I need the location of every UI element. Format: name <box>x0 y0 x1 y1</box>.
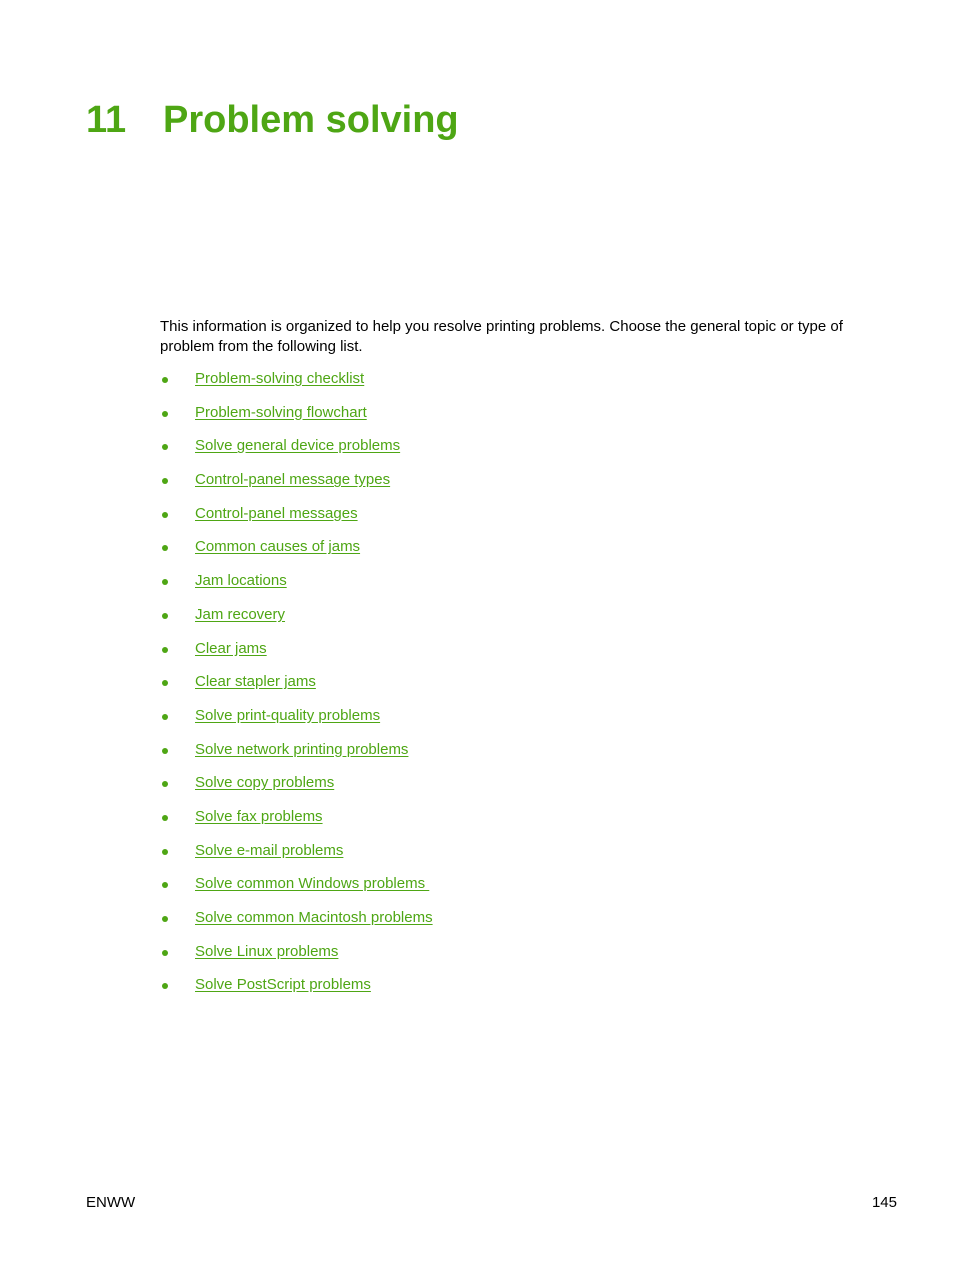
list-item <box>160 369 860 403</box>
topic-link-postscript-problems[interactable]: Solve PostScript problems <box>195 976 371 994</box>
bullet-icon <box>162 647 168 653</box>
topic-link-network-printing-problems[interactable]: Solve network printing problems <box>195 740 409 758</box>
bullet-icon <box>162 748 168 754</box>
list-item <box>160 639 860 673</box>
list-item <box>160 908 860 942</box>
topic-link-email-problems[interactable]: Solve e-mail problems <box>195 841 344 859</box>
footer-label: ENWW <box>86 1194 136 1211</box>
page-number: 145 <box>871 1194 897 1211</box>
chapter-heading <box>86 96 459 144</box>
list-item <box>160 436 860 470</box>
bullet-icon <box>162 882 168 888</box>
topic-list <box>160 369 860 1009</box>
topic-link-windows-problems[interactable]: Solve common Windows problems <box>195 875 430 893</box>
topic-link-print-quality-problems[interactable]: Solve print-quality problems <box>195 706 381 724</box>
topic-link-control-panel-messages[interactable]: Control-panel messages <box>195 504 358 522</box>
list-item <box>160 605 860 639</box>
bullet-icon <box>162 411 168 417</box>
list-item <box>160 706 860 740</box>
topic-link-copy-problems[interactable]: Solve copy problems <box>195 774 335 792</box>
list-item <box>160 504 860 538</box>
topic-link-jam-locations[interactable]: Jam locations <box>195 572 287 590</box>
topic-link-general-device-problems[interactable]: Solve general device problems <box>195 437 401 455</box>
topic-link-problem-solving-flowchart[interactable]: Problem-solving flowchart <box>195 403 367 421</box>
bullet-icon <box>162 579 168 585</box>
topic-link-clear-jams[interactable]: Clear jams <box>195 639 267 657</box>
list-item <box>160 403 860 437</box>
list-item <box>160 807 860 841</box>
list-item <box>160 672 860 706</box>
topic-link-jam-recovery[interactable]: Jam recovery <box>195 605 286 623</box>
bullet-icon <box>162 714 168 720</box>
list-item <box>160 740 860 774</box>
topic-link-problem-solving-checklist[interactable]: Problem-solving checklist <box>195 370 365 387</box>
bullet-icon <box>162 815 168 821</box>
list-item <box>160 773 860 807</box>
bullet-icon <box>162 444 168 450</box>
list-item <box>160 537 860 571</box>
bullet-icon <box>162 377 168 383</box>
list-item <box>160 571 860 605</box>
bullet-icon <box>162 781 168 787</box>
bullet-icon <box>162 613 168 619</box>
bullet-icon <box>162 545 168 551</box>
topic-link-macintosh-problems[interactable]: Solve common Macintosh problems <box>195 909 433 926</box>
topic-link-control-panel-message-types[interactable]: Control-panel message types <box>195 471 391 489</box>
topic-link-common-causes-of-jams[interactable]: Common causes of jams <box>195 538 361 556</box>
list-item <box>160 470 860 504</box>
bullet-icon <box>162 916 168 922</box>
list-item <box>160 841 860 875</box>
bullet-icon <box>162 512 168 518</box>
list-item <box>160 942 860 976</box>
chapter-number: 11 <box>86 99 127 141</box>
list-item <box>160 975 860 1009</box>
bullet-icon <box>162 983 168 989</box>
chapter-title: Problem solving <box>163 99 459 141</box>
topic-link-clear-stapler-jams[interactable]: Clear stapler jams <box>195 673 316 691</box>
bullet-icon <box>162 478 168 484</box>
bullet-icon <box>162 849 168 855</box>
bullet-icon <box>162 950 168 956</box>
intro-paragraph: This information is organized to help you resolve printing problems. Choose the general topic or type of problem from the following list. <box>160 318 843 355</box>
bullet-icon <box>162 680 168 686</box>
list-item <box>160 874 860 908</box>
topic-link-fax-problems[interactable]: Solve fax problems <box>195 807 323 825</box>
topic-link-linux-problems[interactable]: Solve Linux problems <box>195 942 339 960</box>
